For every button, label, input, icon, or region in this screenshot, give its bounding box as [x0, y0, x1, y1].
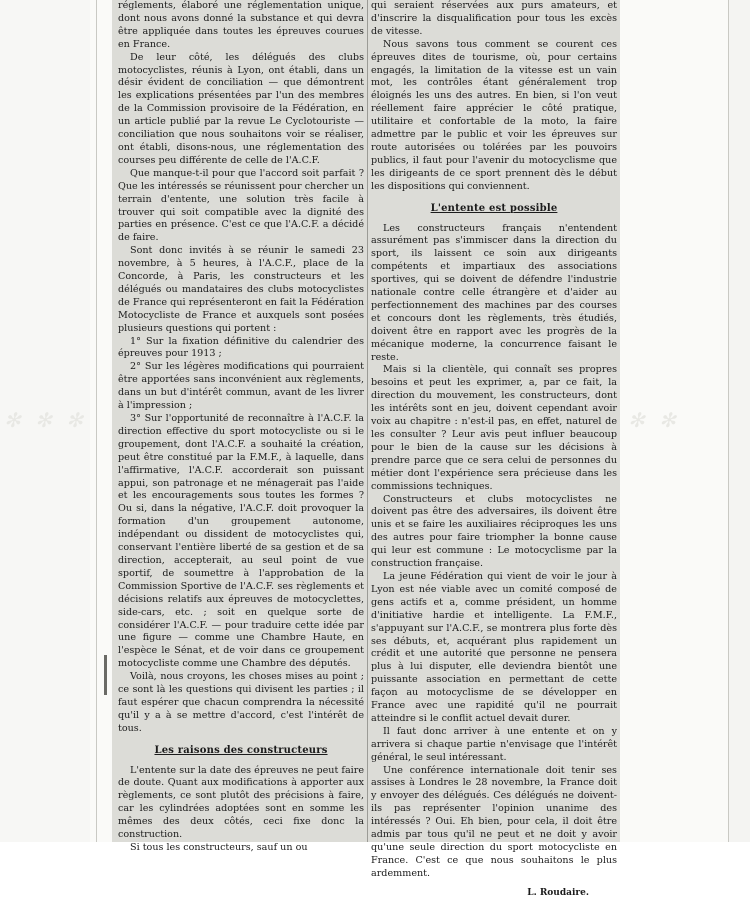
right-column — [371, 0, 617, 900]
left-column — [118, 0, 364, 855]
paragraph: Si tous les constructeurs, sauf un ou — [130, 842, 308, 853]
paragraph: Nous savons tous comment se courent ces épreuves dites de tourisme, où, pour certains engagés, la limitation de la vitesse est un vain mot, les contrôles étant généralement trop éloignés les uns des autres. En bien, si l'on veut réellement faire apprécier le côté pratique, utilitaire et confortable de la moto, la faire admettre par le public et voir les épreuves sur route autorisées ou tolérées par les pouvoirs publics, il faut pour l'avenir du motocyclisme que les dirigeants de ce sport prennent dès le début les dispositions qui conviennent. — [371, 38, 617, 192]
margin-line-left — [96, 0, 97, 842]
paragraph: 2° Sur les légères modifications qui pourraient être apportées sans inconvénient aux règlements, dans un but d'intérêt commun, avant de les livrer à l'impression ; — [118, 361, 364, 412]
author-signature: L. Roudaire. — [527, 887, 589, 898]
paragraph: Sont donc invités à se réunir le samedi 23 novembre, à 5 heures, à l'A.C.F., place de la Concorde, à Paris, les constructeurs et les délégués ou mandataires des clubs motocyclistes de France qui représenteront en fait la Fédération Motocycliste de France et auxquels sont posées plusieurs questions qui portent : — [118, 245, 364, 334]
watermark-left: ✻ ✻ ✻ — [4, 408, 87, 432]
section-heading: Les raisons des constructeurs — [154, 744, 328, 756]
scan-mark — [104, 655, 107, 695]
newspaper-clipping — [112, 0, 620, 898]
paragraph: qui seraient réservées aux purs amateurs, et d'inscrire la disqualification pour tous les excès de vitesse. — [371, 0, 617, 37]
paragraph: De leur côté, les délégués des clubs motocyclistes, réunis à Lyon, ont établi, dans un désir évident de conciliation — que démontrent les explications présentées par l'un des membres de la Commission provisoire de la Fédération, en un article publié par la revue Le Cyclotouriste — conciliation que nous souhaitons voir se réaliser, ont établi, disons-nous, une réglementation des courses peu différente de celle de l'A.C.F. — [118, 51, 364, 166]
paragraph: Les constructeurs français n'entendent assurément pas s'immiscer dans la direction du sport, ils laissent ce soin aux dirigeants compétents et impartiaux des associations sportives, qui se doivent de défendre l'industrie nationale contre celle étrangère et d'aider au perfectionnement des machines par des courses et concours dont les règlements, très étudiés, doivent être en rapport avec les progrès de la mécanique moderne, la concurrence faisant le reste. — [371, 222, 617, 363]
paragraph: Il faut donc arriver à une entente et on y arrivera si chaque partie n'envisage que l'intérêt général, le seul intéressant. — [371, 725, 617, 763]
watermark-right: ✻ ✻ — [628, 408, 680, 432]
paragraph: Constructeurs et clubs motocyclistes ne doivent pas être des adversaires, ils doivent être unis et se faire les auxiliaires réciproques les uns des autres pour faire triompher la bonne cause qui leur est commune : Le motocyclisme par la construction française. — [371, 493, 617, 570]
margin-line-right — [728, 0, 729, 842]
paragraph: Que manque-t-il pour que l'accord soit parfait ? Que les intéressés se réunissent pour chercher un terrain d'entente, une solution très facile à trouver qui soit compatible avec la dignité des parties en présence. C'est ce que l'A.C.F. a décidé de faire. — [118, 167, 364, 244]
paragraph: Une conférence internationale doit tenir ses assises à Londres le 28 novembre, la France doit y envoyer des délégués. Ces délégués ne doivent-ils pas représenter l'opinion unanime des intéressés ? Oui. Eh bien, pour cela, il doit être admis par tous qu'il ne peut et ne doit y avoir qu'une seule direction du sport motocycliste en France. C'est ce que nous souhaitons le plus ardemment. — [371, 764, 617, 879]
column-divider — [367, 0, 368, 842]
paragraph: réglements, élaboré une réglementation unique, dont nous avons donné la substance et qui devra être appliquée dans toutes les épreuves courues en France. — [118, 0, 364, 50]
page-margin-right — [728, 0, 750, 842]
section-heading: L'entente est possible — [430, 202, 558, 214]
paragraph: 1° Sur la fixation définitive du calendrier des épreuves pour 1913 ; — [118, 335, 364, 360]
paragraph: Voilà, nous croyons, les choses mises au point ; ce sont là les questions qui divisent les parties ; il faut espérer que chacun comprendra la nécessité qu'il y a à se mettre d'accord, c'est l'intérêt de tous. — [118, 671, 364, 734]
paragraph: L'entente sur la date des épreuves ne peut faire de doute. Quant aux modifications à apporter aux règlements, ce sont plutôt des précisions à faire, car les cylindrées adoptées sont en somme les mêmes des deux côtés, ceci fixe donc la construction. — [118, 764, 364, 841]
paragraph: La jeune Fédération qui vient de voir le jour à Lyon est née viable avec un comité composé de gens actifs et a, comme président, un homme d'initiative hardie et intelligente. La F.M.F., s'appuyant sur l'A.C.F., se montrera plus forte dès ses débuts, et, acquérant plus rapidement un crédit et une autorité que personne ne pensera plus à lui disputer, elle deviendra bientôt une puissante association en permettant de cette façon au motocyclisme de se développer en France avec une rapidité qu'il ne pourrait atteindre si le conflit actuel devait durer. — [371, 570, 617, 724]
paragraph: 3° Sur l'opportunité de reconnaître à l'A.C.F. la direction effective du sport motocycliste ou si le groupement, dont l'A.C.F. a souhaité la création, peut être constitué par la F.M.F., à laquelle, dans l'affirmative, l'A.C.F. accorderait son puissant appui, son patronage et ne ménagerait pas l'aide et les encouragements sous toutes les formes ? Ou si, dans la négative, l'A.C.F. doit provoquer la formation d'un groupement autonome, indépendant ou dissident de motocyclistes qui, conservant l'entière liberté de sa gestion et de sa direction, accepterait, au seul point de vue sportif, de soumettre à l'approbation de la Commission Sportive de l'A.C.F. ses règlements et décisions relatifs aux épreuves de motocyclettes, side-cars, etc. ; soit en quelque sorte de considérer l'A.C.F. — pour traduire cette idée par une figure — comme une Chambre Haute, en l'espèce le Sénat, et de voir dans ce groupement motocycliste comme une Chambre des députés. — [118, 413, 364, 670]
paragraph: Mais si la clientèle, qui connaît ses propres besoins et peut les exprimer, a, par ce fait, la direction du mouvement, les constructeurs, dont les intérêts sont en jeu, doivent cependant avoir voix au chapitre : n'est-il pas, en effet, naturel de les consulter ? Leur avis peut influer beaucoup pour le bien de la cause sur les décisions à prendre parce que ce sera celui de personnes du métier dont l'expérience sera précieuse dans les commissions techniques. — [371, 364, 617, 492]
